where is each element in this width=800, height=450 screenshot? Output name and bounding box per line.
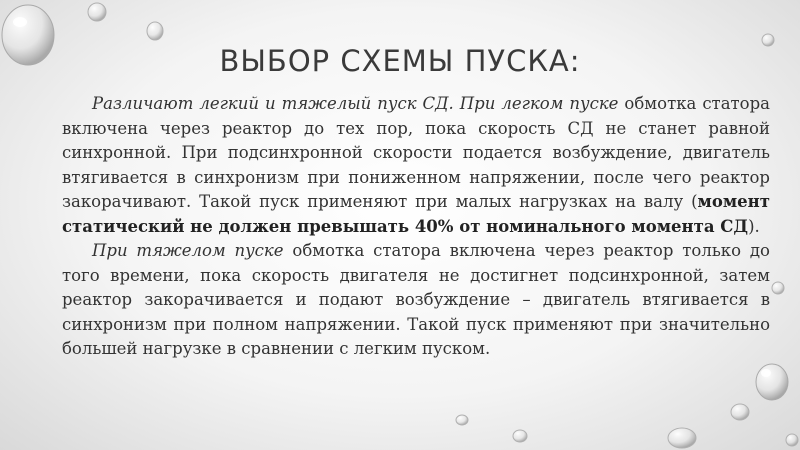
drop: [456, 415, 468, 425]
body-text: обмотка статора включена через реактор только до того времени, пока скорость двигателя не достигнет подсинхронной, затем реактор закорачивается и подают возбуждение – двигатель втягивается в синхронизм при полном напряжении. Такой пуск применяют при значительно большей нагрузке в сравнении с легким пуском.: [62, 241, 770, 358]
drop: [772, 282, 784, 294]
drop: [668, 428, 696, 448]
italic-text: Различают легкий и тяжелый пуск СД. При легком пуске: [92, 94, 619, 113]
body-text: обмотка статора включена через реактор до тех пор, пока скорость СД не станет равной синхронной. При подсинхронной скорости подается возбуждение, двигатель втягивается в синхронизм при пониженном напряжении, после чего реактор закорачивают. Такой пуск применяют при малых нагрузках на валу (: [62, 94, 770, 211]
drop: [731, 404, 749, 420]
drop: [147, 22, 163, 40]
paragraph-light-start: [62, 92, 770, 239]
paragraph-heavy-start: [62, 239, 770, 362]
slide-body: [62, 92, 770, 362]
drop: [756, 364, 788, 400]
drop: [513, 430, 527, 442]
drop: [786, 434, 798, 446]
italic-text: При тяжелом пуске: [92, 241, 284, 260]
body-text: ).: [748, 216, 760, 236]
drop: [88, 3, 106, 21]
bold-text: момент статический не должен превышать 40% от номинального момента СД: [62, 192, 770, 236]
slide-title: ВЫБОР СХЕМЫ ПУСКА:: [219, 44, 581, 78]
